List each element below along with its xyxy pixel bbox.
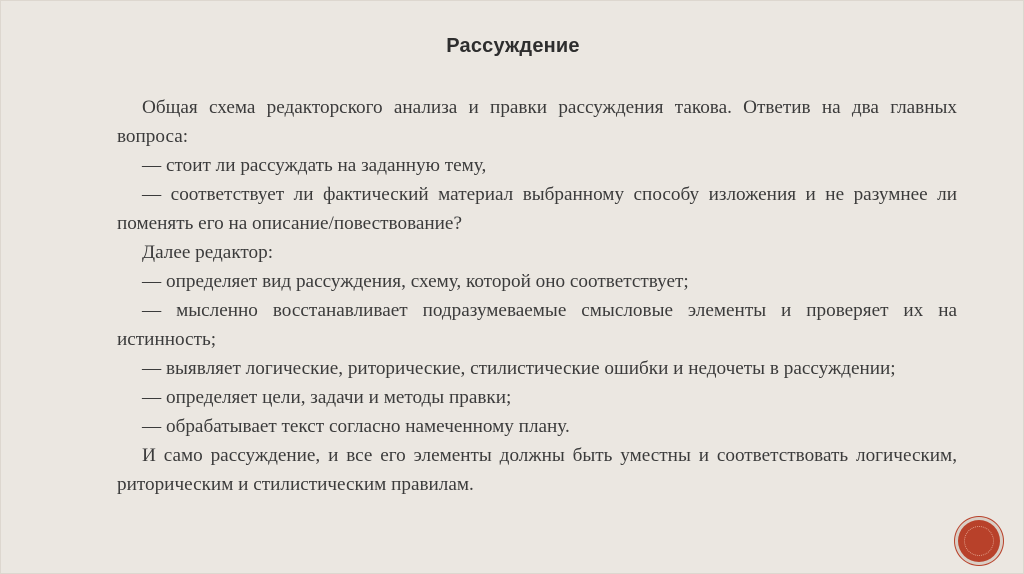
slide-body	[117, 93, 957, 499]
decorative-circle-icon	[958, 520, 1000, 562]
list-item: — соответствует ли фактический материал выбранному способу изложения и не разумнее ли поменять его на описание/повествование?	[117, 184, 957, 234]
list-item: — мысленно восстанавливает подразумеваемые смысловые элементы и проверяет их на истинность;	[117, 300, 957, 350]
list-item: — определяет вид рассуждения, схему, которой оно соответствует;	[142, 271, 689, 292]
paragraph-conclusion: И само рассуждение, и все его элементы должны быть уместны и соответствовать логическим, риторическим и стилистическим правилам.	[117, 445, 957, 495]
paragraph-intro: Общая схема редакторского анализа и правки рассуждения такова. Ответив на два главных вопроса:	[117, 97, 957, 147]
list-item: — определяет цели, задачи и методы правки;	[142, 387, 512, 408]
list-item: — стоит ли рассуждать на заданную тему,	[142, 155, 487, 176]
list-item: — обрабатывает текст согласно намеченному плану.	[142, 416, 570, 437]
paragraph-next: Далее редактор:	[142, 242, 274, 263]
slide-title: Рассуждение	[446, 35, 580, 57]
list-item: — выявляет логические, риторические, стилистические ошибки и недочеты в рассуждении;	[142, 358, 896, 379]
